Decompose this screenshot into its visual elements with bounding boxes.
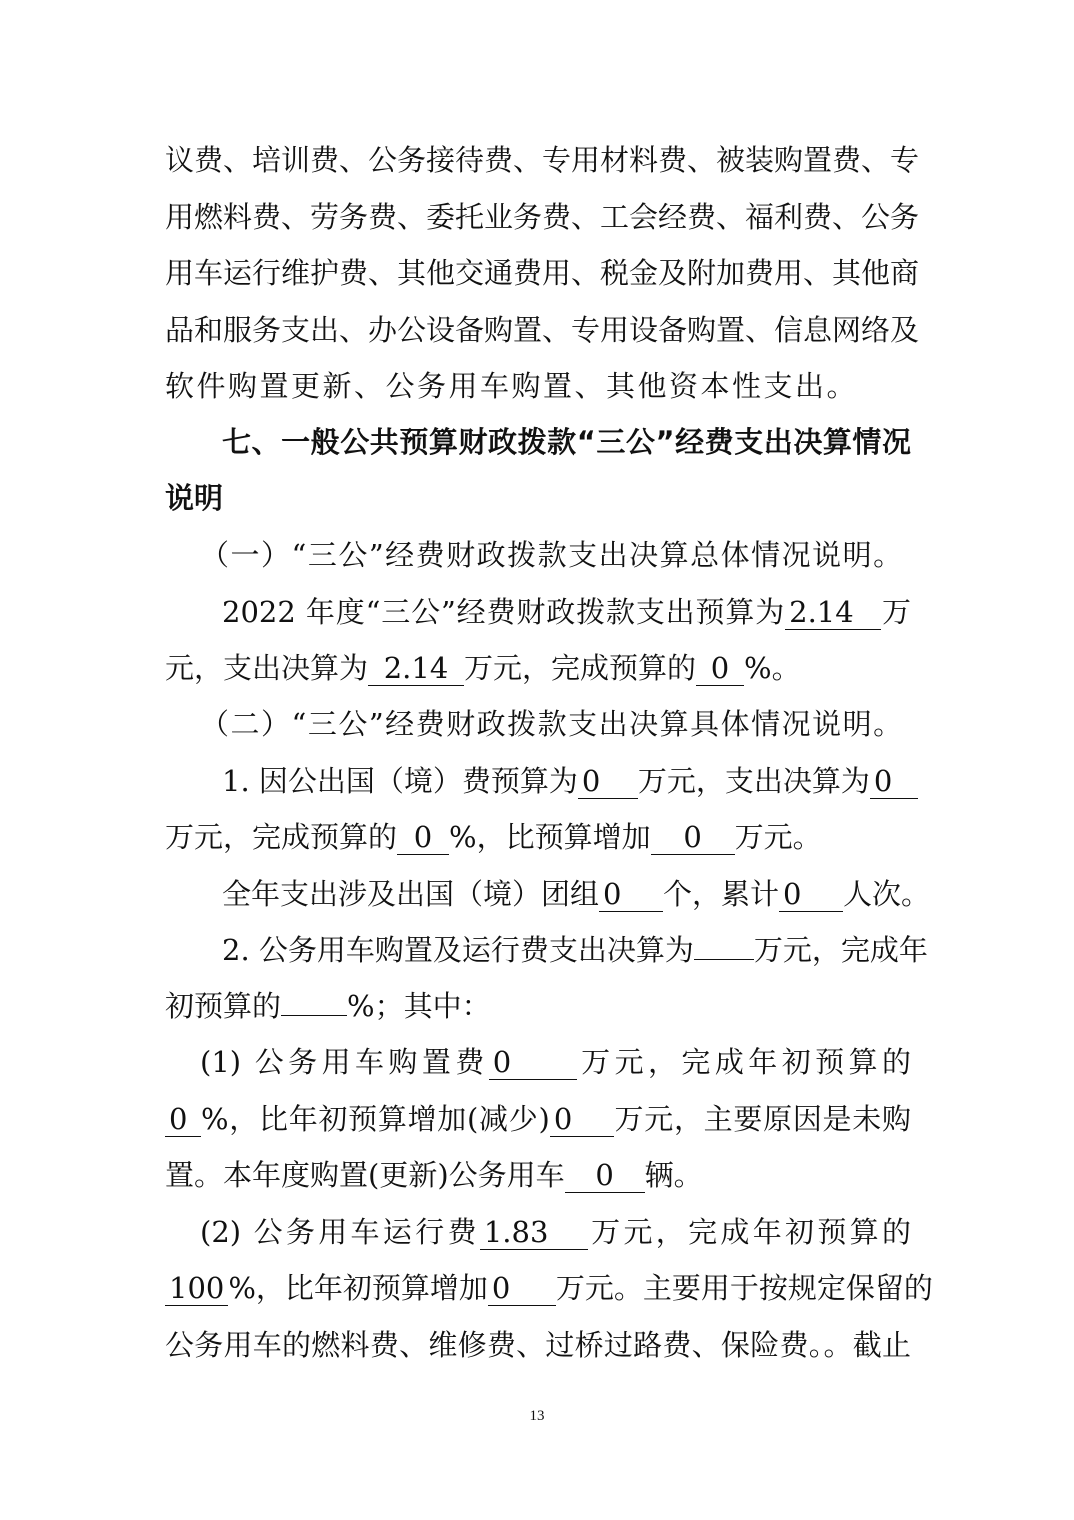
subsection-title: （二）“三公”经费财政拨款支出决算具体情况说明。: [200, 707, 904, 741]
vehicle-total: [694, 925, 754, 960]
travel-pct: 0: [397, 820, 449, 855]
purchase-value: 0: [489, 1045, 577, 1080]
people-count: 0: [779, 877, 843, 912]
car-count: 0: [565, 1158, 645, 1193]
text-line: 品和服务支出、办公设备购置、专用设备购置、信息网络及: [165, 313, 920, 347]
paragraph-line: (1) 公务用车购置费 0 万元，完成年初预算的: [200, 1045, 911, 1079]
text-line: 软件购置更新、公务用车购置、其他资本性支出。: [165, 369, 859, 403]
travel-final: 0: [870, 764, 918, 799]
paragraph-line: 100 %，比年初预算增加 0 万元。主要用于按规定保留的: [165, 1259, 911, 1317]
paragraph-line: 全年支出涉及出国（境）团组 0 个，累计 0 人次。: [222, 877, 931, 911]
paragraph-line: 0 %，比年初预算增加(减少) 0 万元，主要原因是未购: [165, 1090, 911, 1148]
travel-budget: 0: [578, 764, 638, 799]
travel-increase: 0: [651, 820, 735, 855]
group-count: 0: [599, 877, 663, 912]
section-heading-cont: 说明: [165, 481, 224, 515]
subsection-title: （一）“三公”经费财政拨款支出决算总体情况说明。: [200, 538, 904, 572]
operation-pct: 100: [165, 1271, 228, 1306]
operation-value: 1.83: [480, 1215, 588, 1250]
paragraph-line: 1. 因公出国（境）费预算为 0 万元，支出决算为 0: [222, 752, 911, 810]
paragraph-line: 初预算的 %；其中：: [165, 977, 911, 1035]
percent-value: 0: [696, 651, 744, 686]
text-line: 议费、培训费、公务接待费、专用材料费、被装购置费、专: [165, 143, 920, 177]
paragraph-line: 置。本年度购置(更新)公务用车 0 辆。: [165, 1158, 703, 1192]
paragraph-line: 元，支出决算为 2.14 万元，完成预算的 0 %。: [165, 651, 801, 685]
page-number: 13: [529, 1408, 545, 1424]
section-heading: 七、一般公共预算财政拨款“三公”经费支出决算情况: [222, 425, 911, 459]
paragraph-line: 万元，完成预算的 0 %，比预算增加 0 万元。: [165, 820, 822, 854]
operation-increase: 0: [488, 1271, 556, 1306]
vehicle-pct: [281, 981, 347, 1016]
budget-value: 2.14: [785, 595, 881, 630]
text-line: 用燃料费、劳务费、委托业务费、工会经费、福利费、公务: [165, 200, 920, 234]
paragraph-line: (2) 公务用车运行费 1.83 万元，完成年初预算的: [200, 1215, 911, 1249]
text-line: 公务用车的燃料费、维修费、过桥过路费、保险费。。截止: [165, 1328, 911, 1362]
paragraph-line: 2022 年度“三公”经费财政拨款支出预算为 2.14 万: [222, 595, 911, 629]
purchase-increase: 0: [550, 1102, 614, 1137]
purchase-pct: 0: [165, 1102, 201, 1137]
final-value: 2.14: [368, 651, 464, 686]
text-line: 用车运行维护费、其他交通费用、税金及附加费用、其他商: [165, 256, 920, 290]
paragraph-line: 2. 公务用车购置及运行费支出决算为 万元，完成年: [222, 921, 911, 979]
